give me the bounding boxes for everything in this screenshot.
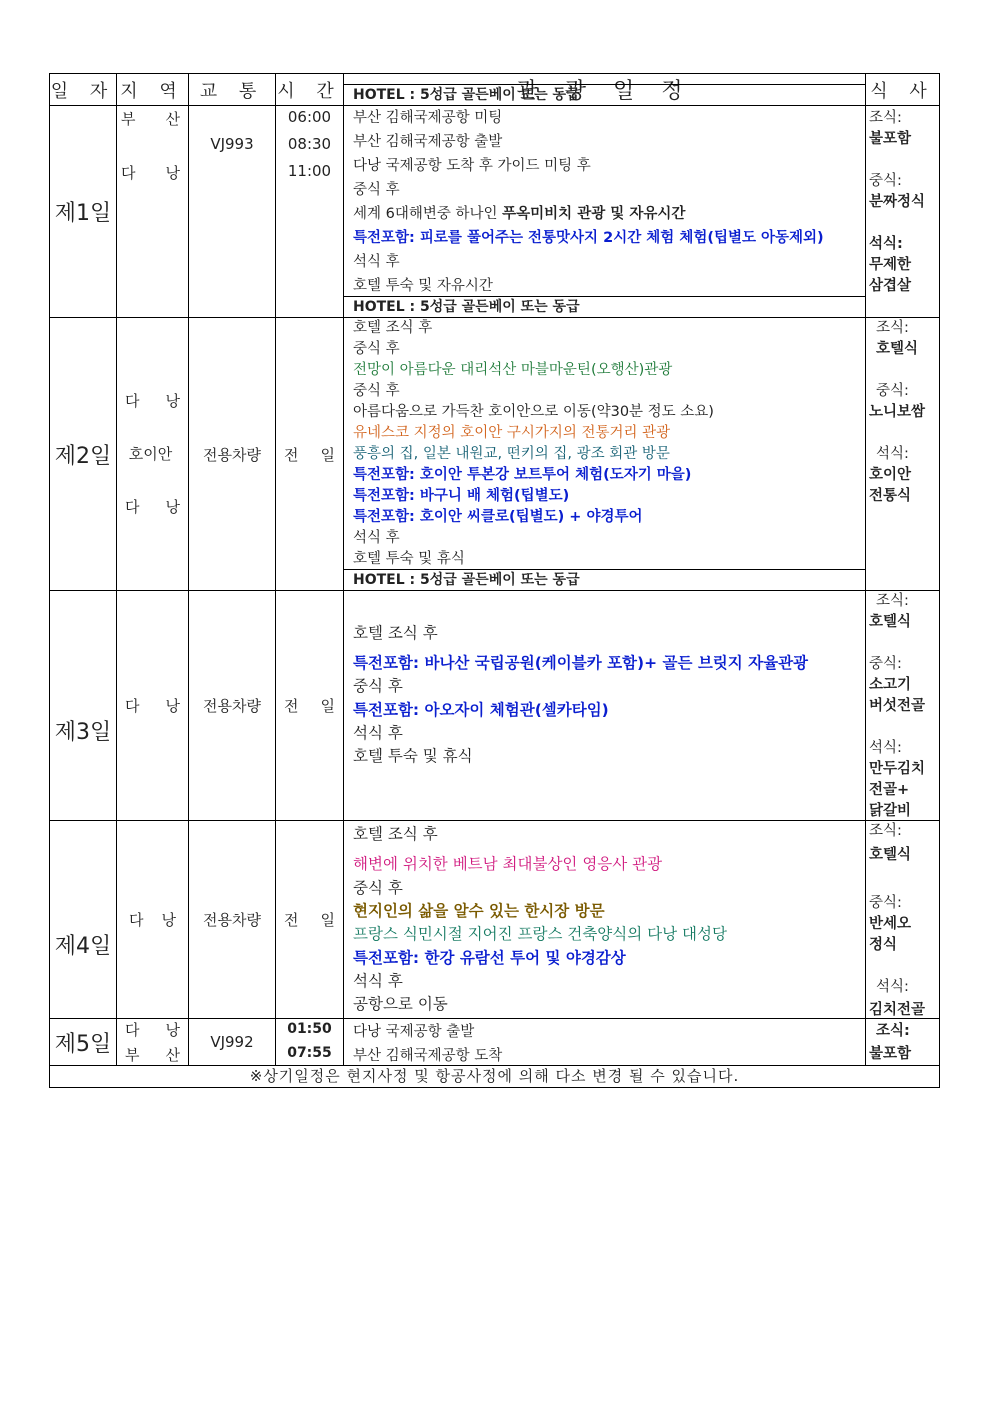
meal-value: 닭갈비: [869, 803, 912, 819]
activity: 석식 후: [353, 530, 400, 546]
vehicle: 전용차량: [203, 445, 261, 464]
region-cell: [117, 1019, 189, 1066]
header-day: 일 자: [50, 74, 117, 106]
hotel-line: HOTEL : 5성급 골든베이 또는 동급: [344, 569, 865, 591]
meal-value: 분짜정식: [869, 194, 926, 210]
region-cell: [117, 318, 189, 591]
schedule-table: [49, 73, 940, 1088]
activity: 프랑스 식민시절 지어진 프랑스 건축양식의 다낭 대성당: [353, 925, 727, 943]
meal-value: 전통식: [869, 488, 912, 504]
activity-highlight: 푸옥미비치 관광 및 자유시간: [502, 206, 686, 222]
region-busan: 부 산: [121, 110, 180, 128]
transport-cell: [189, 318, 276, 591]
meal-label: 조식:: [876, 1023, 910, 1039]
day-row: [50, 318, 940, 591]
meals-cell: [866, 106, 940, 318]
transport-cell: [189, 106, 276, 318]
meals-cell: [866, 318, 940, 591]
activity: 중식 후: [353, 677, 403, 695]
activity: 다낭 국제공항 출발: [353, 1024, 475, 1040]
meal-value: 김치전골: [869, 1002, 926, 1018]
time-cell: [276, 318, 344, 591]
activity: 중식 후: [353, 879, 403, 897]
activities-cell: [344, 1019, 866, 1066]
meal-label: 석식:: [876, 979, 909, 995]
region-hoian: 호이안: [128, 445, 173, 463]
meal-value: 노니보쌈: [869, 404, 926, 420]
footnote: ※상기일정은 현지사정 및 항공사정에 의해 다소 변경 될 수 있습니다.: [50, 1066, 940, 1088]
meal-value: 불포함: [869, 1046, 912, 1062]
activity: 풍흥의 집, 일본 내원교, 떤키의 집, 광조 회관 방문: [353, 446, 670, 462]
time-cell: [276, 106, 344, 318]
activity: 특전포함: 호이안 투본강 보트투어 체험(도자기 마을): [353, 467, 692, 483]
meals-cell: [866, 591, 940, 821]
transport-cell: [189, 591, 276, 821]
header-meals: 식 사: [866, 74, 940, 106]
meal-label: 조식:: [869, 110, 902, 126]
time: 11:00: [287, 162, 332, 180]
day-row: [50, 821, 940, 1019]
region-busan: 부 산: [125, 1046, 180, 1064]
region-danang: 다 낭: [125, 1021, 180, 1039]
all-day: 전 일: [284, 697, 335, 715]
header-transport: 교 통: [189, 74, 276, 106]
activity: 중식 후: [353, 182, 400, 198]
region-danang: 다 낭: [125, 498, 180, 516]
meal-value: 버섯전골: [869, 698, 926, 714]
all-day: 전 일: [284, 911, 335, 929]
region-danang: 다 낭: [125, 697, 180, 715]
vehicle: 전용차량: [203, 697, 261, 715]
activity: 특전포함: 바구니 배 체험(팁별도): [353, 488, 570, 504]
activity: 전망이 아름다운 대리석산 마블마운틴(오행산)관광: [353, 362, 673, 378]
activity: 해변에 위치한 베트남 최대불상인 영응사 관광: [353, 855, 663, 873]
meal-value: 호텔식: [869, 614, 912, 630]
day-label: 제1일: [50, 106, 117, 318]
day-row: [50, 591, 940, 821]
activity: 호텔 투숙 및 휴식: [353, 747, 473, 765]
activity: 호텔 조식 후: [353, 624, 438, 642]
activities-cell: [344, 572, 866, 821]
activity: 유네스코 지정의 호이안 구시가지의 전통거리 관광: [353, 425, 671, 441]
activity: 특전포함: 피로를 풀어주는 전통맛사지 2시간 체험 체험(팁별도 아동제외): [353, 230, 824, 246]
header-schedule: 관 광 일 정: [344, 74, 866, 106]
activity: 호텔 투숙 및 자유시간: [353, 278, 493, 294]
meal-label: 석식:: [876, 446, 909, 462]
region-danang: 다 낭: [125, 392, 180, 410]
itinerary-table: [49, 73, 939, 1088]
time-cell: [276, 591, 344, 821]
meal-label: 중식:: [876, 383, 909, 399]
day-row: [50, 1019, 940, 1066]
activity: 호텔 투숙 및 휴식: [353, 551, 465, 567]
meal-value: 무제한: [869, 257, 912, 273]
meal-value: 삼겹살: [869, 278, 912, 294]
activities-cell: [344, 821, 866, 1019]
region-cell: [117, 821, 189, 1019]
activity: 특전포함: 아오자이 체험관(셀카타임): [353, 701, 609, 719]
hotel-line: HOTEL : 5성급 골든베이 또는 동급: [344, 84, 865, 106]
time-cell: [276, 1019, 344, 1066]
time: 06:00: [287, 108, 332, 126]
hotel-line: HOTEL : 5성급 골든베이 또는 동급: [344, 296, 865, 318]
header-region: 지 역: [117, 74, 189, 106]
region-danang: 다 낭: [121, 164, 180, 182]
transport-cell: [189, 821, 276, 1019]
time: 07:55: [287, 1045, 332, 1061]
activity: 특전포함: 호이안 씨클로(팁별도) + 야경투어: [353, 509, 643, 525]
activity: 세계 6대해변중 하나인 푸옥미비치 관광 및 자유시간: [353, 206, 686, 222]
meal-label: 석식:: [869, 236, 903, 252]
header-time: 시 간: [276, 74, 344, 106]
flight-number: VJ992: [210, 1033, 254, 1051]
meal-value: 정식: [869, 937, 898, 953]
activity: 아름다움으로 가득찬 호이안으로 이동(약30분 정도 소요): [353, 404, 714, 420]
meal-label: 중식:: [869, 895, 902, 911]
activity: 중식 후: [353, 383, 400, 399]
activity: 석식 후: [353, 972, 403, 990]
activity: 석식 후: [353, 724, 403, 742]
activity: 중식 후: [353, 341, 400, 357]
activities-cell: [344, 299, 866, 591]
region-cell: [117, 591, 189, 821]
activity: 부산 김해국제공항 도착: [353, 1048, 503, 1064]
activity: 호텔 조식 후: [353, 825, 438, 843]
activity: 특전포함: 한강 유람선 투어 및 야경감상: [353, 949, 626, 967]
meal-label: 조식:: [876, 593, 909, 609]
meals-cell: [866, 821, 940, 1019]
activity: 부산 김해국제공항 미팅: [353, 110, 503, 126]
region-cell: [117, 106, 189, 318]
meals-cell: [866, 1019, 940, 1066]
time-cell: [276, 821, 344, 1019]
meal-label: 조식:: [869, 823, 902, 839]
meal-label: 중식:: [869, 173, 902, 189]
footnote-row: [50, 1066, 940, 1088]
meal-value: 호텔식: [869, 847, 912, 863]
vehicle: 전용차량: [203, 911, 261, 929]
activity: 부산 김해국제공항 출발: [353, 134, 503, 150]
transport-cell: [189, 1019, 276, 1066]
activity: 공항으로 이동: [353, 995, 448, 1013]
meal-label: 석식:: [869, 740, 902, 756]
meal-value: 호텔식: [876, 341, 919, 357]
day-label: 제2일: [50, 318, 117, 591]
meal-value: 반세오: [869, 916, 912, 932]
day-row: [50, 106, 940, 318]
flight-number: VJ993: [210, 135, 254, 153]
meal-value: 소고기: [869, 677, 912, 693]
meal-value: 만두김치: [869, 761, 926, 777]
activity: 호텔 조식 후: [353, 320, 433, 336]
meal-label: 조식:: [876, 320, 909, 336]
all-day: 전 일: [284, 445, 335, 464]
meal-value: 호이안: [869, 467, 912, 483]
day-label: 제4일: [50, 821, 117, 1019]
meal-value: 불포함: [869, 131, 912, 147]
meal-value: 전골+: [869, 782, 910, 798]
activity: 특전포함: 바나산 국립공원(케이블카 포함)+ 골든 브릿지 자율관광: [353, 654, 809, 672]
activity: 다낭 국제공항 도착 후 가이드 미팅 후: [353, 158, 591, 174]
meal-label: 중식:: [869, 656, 902, 672]
time: 01:50: [287, 1021, 332, 1037]
day-label: 제3일: [50, 591, 117, 821]
activity: 석식 후: [353, 254, 400, 270]
time: 08:30: [287, 135, 332, 153]
activity: 현지인의 삶을 알수 있는 한시장 방문: [353, 902, 605, 920]
day-label: 제5일: [50, 1019, 117, 1066]
region-danang: 다 낭: [129, 911, 176, 929]
